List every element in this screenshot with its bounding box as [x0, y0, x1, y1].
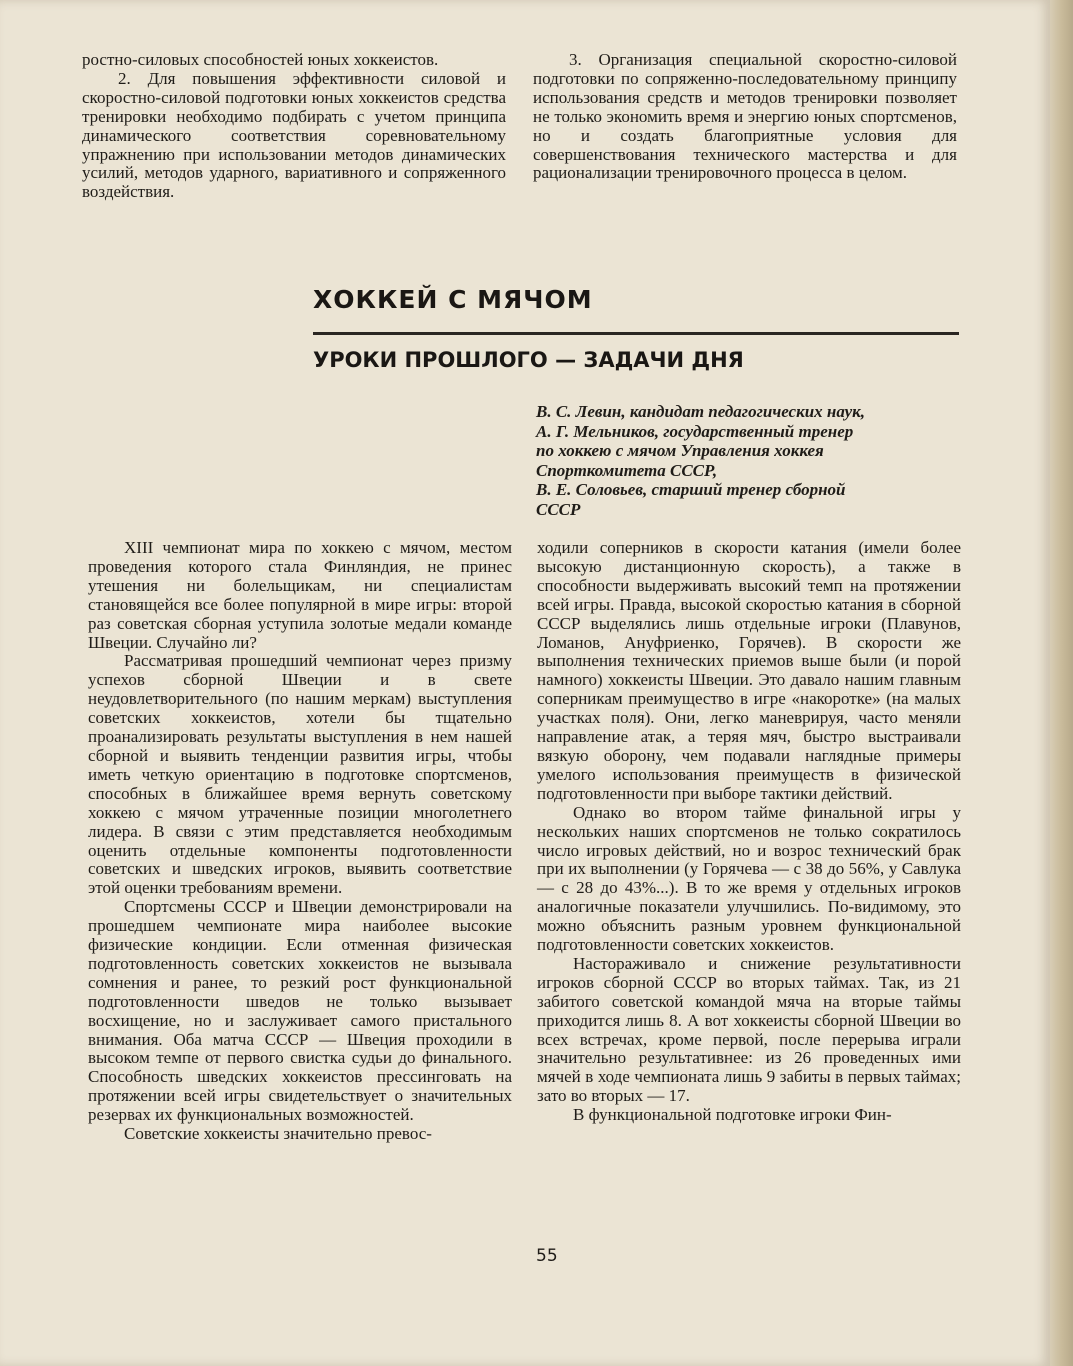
article-right-column — [537, 539, 961, 1125]
article-left-column — [88, 539, 512, 1144]
top-left-column — [82, 51, 506, 202]
author-block — [536, 402, 966, 519]
title-divider — [313, 332, 959, 335]
page-number: 55 — [536, 1246, 558, 1266]
paragraph: Настораживало и снижение результативности игроков сборной СССР во вторых таймах. Так, из 21 забитого советской командой мяча на вторые таймы приходится лишь 8. А вот хоккеисты сборной Швеции во всех встречах, кроме первой, после перерыва играли значительно результативнее: из 26 проведенных ими мячей в ходе чемпионата лишь 9 забиты в первых таймах; зато во вторых — 17. — [537, 953, 961, 1106]
author-line: В. Е. Соловьев, старший тренер сборной — [536, 480, 846, 499]
paragraph: Советские хоккеисты значительно превос- — [124, 1124, 432, 1144]
paragraph: 3. Организация специальной скоростно-силовой подготовки по сопряженно-последовательному принципу использования средств и методов тренировки позволяет не только экономить время и энергию юных спортсменов, но и создать благоприятные условия для совершенствования технического мастерства и для рационализации тренировочного процесса в целом. — [533, 50, 957, 183]
paragraph: ростно-силовых способностей юных хоккеистов. — [82, 50, 439, 69]
author-line: В. С. Левин, кандидат педагогических наук, — [536, 402, 866, 421]
paragraph: Рассматривая прошедший чемпионат через призму успехов сборной Швеции и в свете неудовлетворительного (по нашим меркам) выступления советских хоккеистов, хотели бы тщательно проанализировать результаты выступления в нем нашей сборной и выявить тенденции развития игры, чтобы иметь четкую ориентацию в подготовке спортсменов, способных в ближайшее время вернуть советскому хоккею с мячом утраченные позиции многолетнего лидера. В связи с этим представляется необходимым оценить отдельные компоненты подготовленности советских и шведских игроков, выявить соответствие этой оценки требованиям времени. — [88, 651, 512, 898]
paragraph: Спортсмены СССР и Швеции демонстрировали на прошедшем чемпионате мира наиболее высокие физические кондиции. Если отменная физическая подготовленность советских хоккеистов не вызывала сомнения и ранее, то резкий рост функциональной подготовленности шведов не только вызывает восхищение, но и заслуживает самого пристального внимания. Оба матча СССР — Швеция проходили в высоком темпе от первого свистка судьи до финального. Способность шведских хоккеистов прессинговать на протяжении всей игры свидетельствует о значительных резервах их функциональных возможностей. — [88, 897, 512, 1125]
paragraph: 2. Для повышения эффективности силовой и скоростно-силовой подготовки юных хоккеистов средства тренировки необходимо подбирать с учетом принципа динамического соответствия соревновательному упражнению при использовании методов динамических усилий, методов ударного, вариативного и сопряженного воздействия. — [82, 68, 506, 202]
paragraph: В функциональной подготовке игроки Фин- — [573, 1105, 892, 1125]
author-line: Спорткомитета СССР, — [536, 460, 718, 480]
paragraph: ходили соперников в скорости катания (имели более высокую дистанционную скорость), а также в способности выдерживать высокий темп на протяжении всей игры. Правда, высокой скоростью катания в сборной СССР выделялись лишь отдельные игроки (Плавунов, Ломанов, Ануфриенко, Горячев). В скорости же выполнения технических приемов выше были (и порой намного) хоккеисты Швеции. Это давало нашим главным соперникам преимущество в игре «накоротке» (на малых участках поля). Они, легко маневрируя, часто меняли направление атак, а теряя мяч, быстро выстраивали вязкую оборону, чем подавали наглядные примеры умелого использования преимуществ в физической подготовленности при выборе тактики действий. — [537, 538, 961, 803]
paragraph: XIII чемпионат мира по хоккею с мячом, местом проведения которого стала Финляндия, не принес утешения ни болельщикам, ни специалистам становящейся все более популярной в мире игры: второй раз советская сборная уступила золотые медали команде Швеции. Случайно ли? — [88, 538, 512, 652]
author-line: А. Г. Мельников, государственный тренер — [536, 421, 854, 441]
article-title: УРОКИ ПРОШЛОГО — ЗАДАЧИ ДНЯ — [313, 348, 744, 372]
section-title: ХОККЕЙ С МЯЧОМ — [313, 285, 593, 314]
paragraph: Однако во втором тайме финальной игры у нескольких наших спортсменов не только сократилось число игровых действий, но и возрос технический брак при их выполнении (у Горячева — с 38 до 56%, у Савлука — с 28 до 43%...). В то же время у отдельных игроков аналогичные показатели улучшились. По-видимому, это можно объяснить разным уровнем функциональной подготовленности советских хоккеистов. — [537, 802, 961, 955]
author-line: по хоккею с мячом Управления хоккея — [536, 441, 824, 460]
top-right-column — [533, 51, 957, 183]
author-line: СССР — [536, 499, 581, 519]
page-edge — [1050, 0, 1073, 1366]
